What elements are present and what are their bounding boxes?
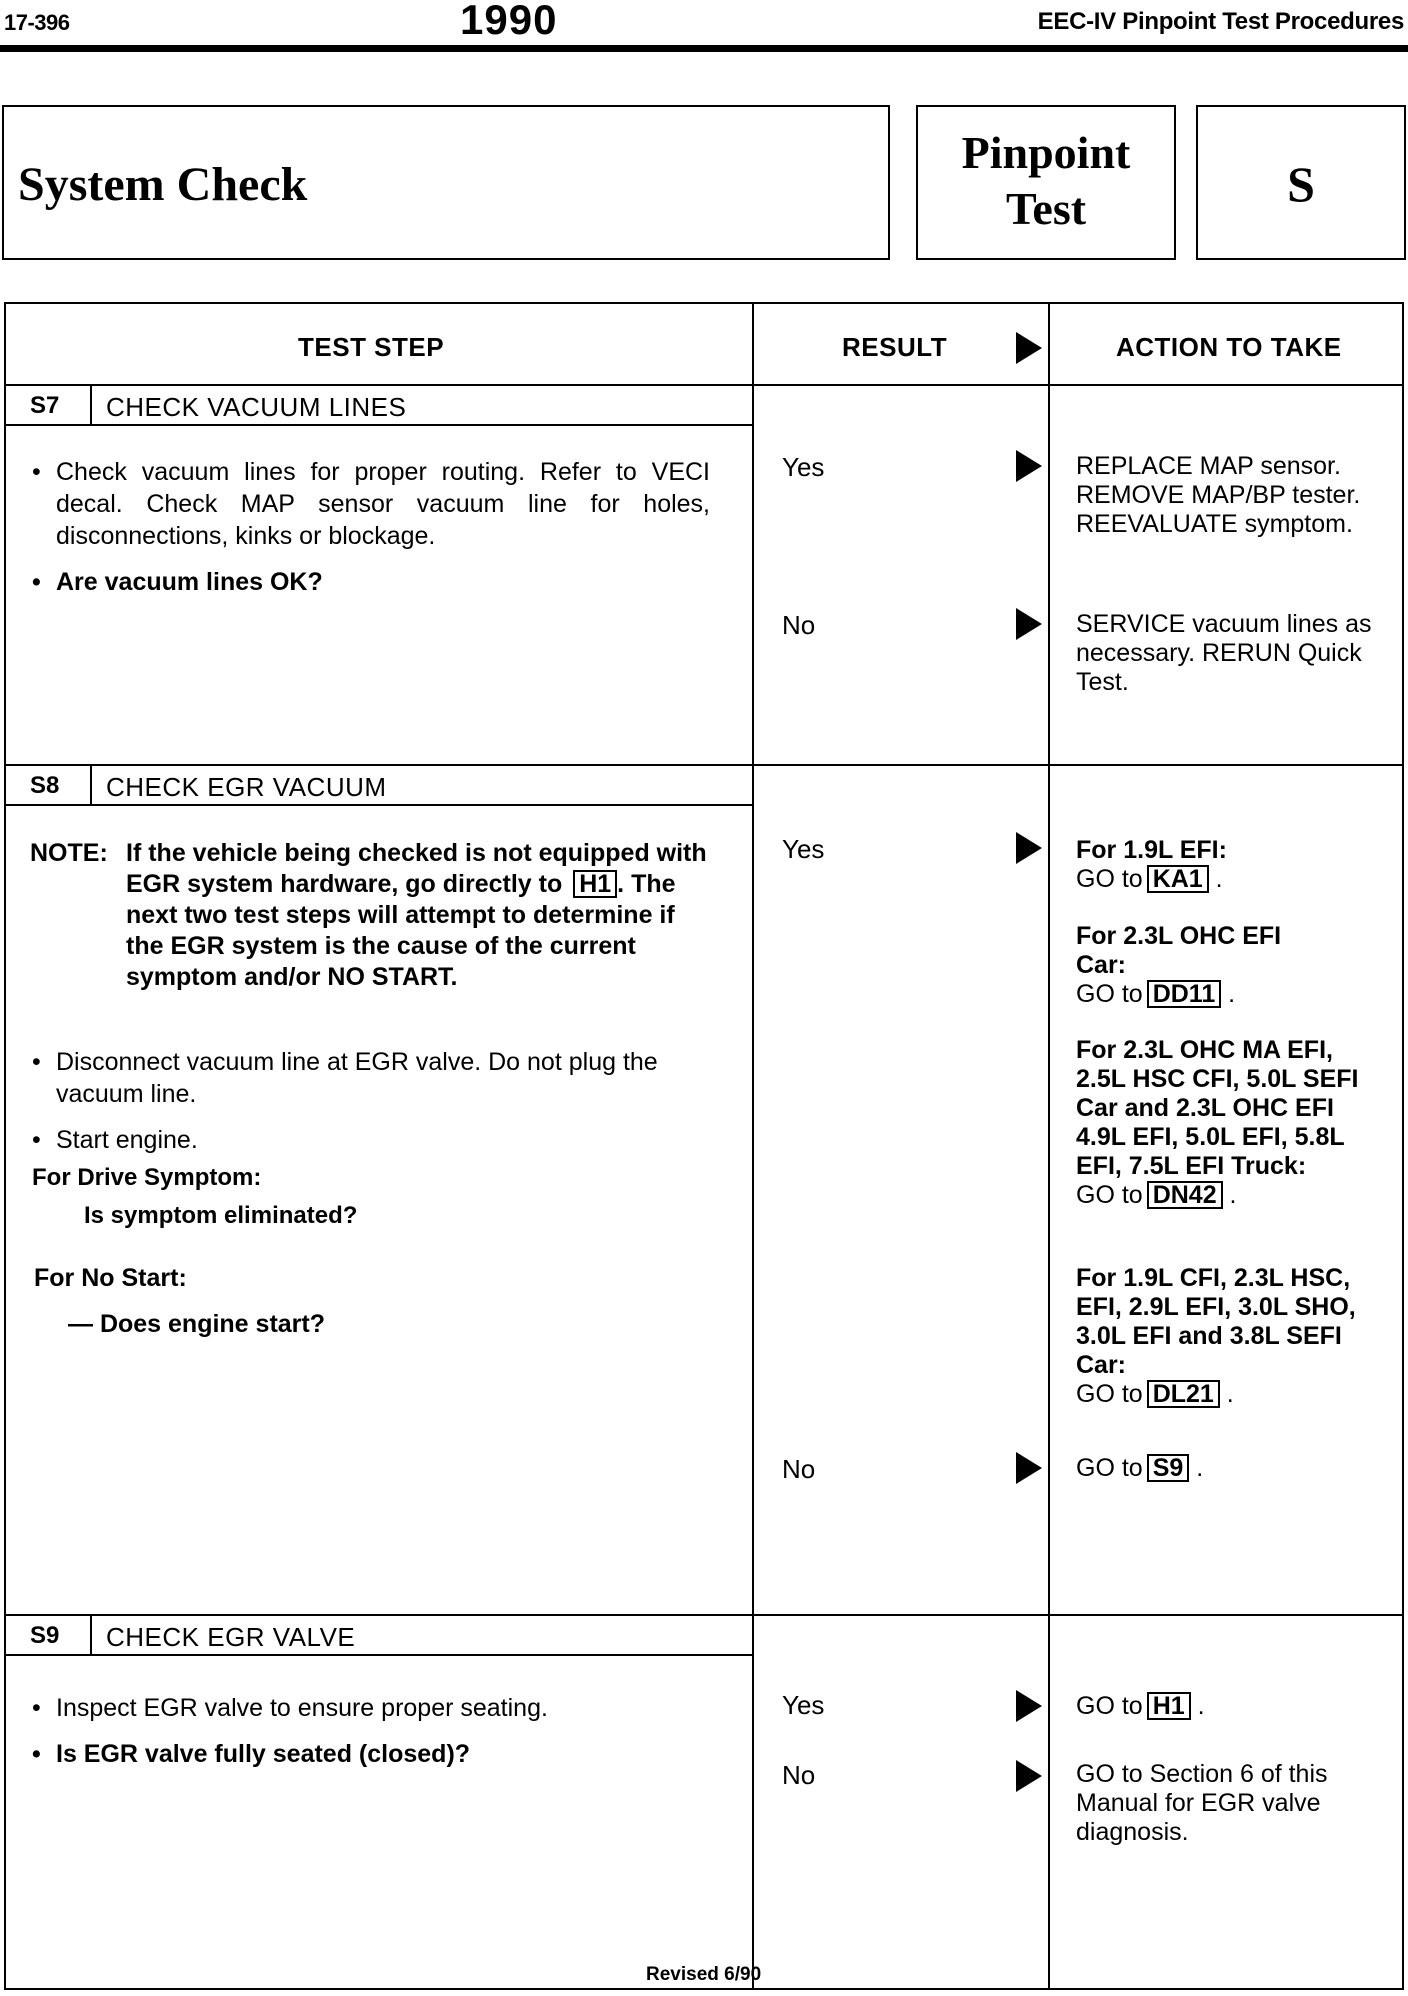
ref-box-dd11: DD11 [1147, 980, 1222, 1008]
list-item: • Inspect EGR valve to ensure proper seating. [30, 1692, 710, 1724]
condition: For 1.9L EFI: [1076, 836, 1227, 864]
ref-box-dn42: DN42 [1147, 1181, 1223, 1209]
note-block [30, 838, 710, 993]
action-block-1: For 1.9L EFI: GO to KA1 . [1076, 836, 1386, 894]
go-to: GO to [1076, 1181, 1143, 1209]
revision-footer: Revised 6/90 [646, 1964, 762, 1985]
step-header-s7 [6, 386, 752, 426]
test-type-line2: Test [1005, 183, 1087, 234]
page-number: 17-396 [4, 10, 70, 35]
arrow-icon [1016, 608, 1042, 640]
test-type-line1: Pinpoint [961, 127, 1131, 178]
action-block-2: For 2.3L OHC EFI Car: GO to DD11 . [1076, 922, 1386, 1009]
result-yes: Yes [782, 1690, 825, 1720]
list-item: • Check vacuum lines for proper routing. Refer to VECI decal. Check MAP sensor vacuum line for holes, disconnections, kinks or blockage. [30, 456, 710, 552]
section-title: EEC-IV Pinpoint Test Procedures [1037, 8, 1404, 35]
go-to: GO to [1076, 1454, 1143, 1482]
page-title: System Check [18, 158, 308, 211]
arrow-icon [1016, 1760, 1042, 1792]
go-to: GO to [1076, 1380, 1143, 1408]
go-to: GO to [1076, 865, 1143, 893]
drive-symptom-label: For Drive Symptom: [32, 1164, 262, 1191]
no-start-question: — Does engine start? [68, 1310, 325, 1338]
column-divider-2 [1048, 304, 1050, 1988]
step-title: CHECK VACUUM LINES [106, 392, 407, 422]
column-divider-1 [752, 304, 754, 1988]
list-item: • Start engine. [30, 1124, 690, 1156]
arrow-icon [1016, 1690, 1042, 1722]
condition: For 1.9L CFI, 2.3L HSC, EFI, 2.9L EFI, 3.0L SHO, 3.0L EFI and 3.8L SEFI Car: [1076, 1264, 1356, 1379]
condition: For 2.3L OHC EFI Car: [1076, 922, 1282, 979]
list-item: • Is EGR valve fully seated (closed)? [30, 1738, 710, 1770]
action-text: GO to Section 6 of this Manual for EGR valve diagnosis. [1076, 1760, 1328, 1846]
action-text: REPLACE MAP sensor. REMOVE MAP/BP tester. REEVALUATE symptom. [1076, 452, 1361, 538]
ref-box-dl21: DL21 [1147, 1380, 1220, 1408]
action-block-4: For 1.9L CFI, 2.3L HSC, EFI, 2.9L EFI, 3.0L SHO, 3.0L EFI and 3.8L SEFI Car: GO to DL21 . [1076, 1264, 1386, 1409]
action-text: GO to H1 . [1076, 1692, 1205, 1720]
result-no: No [782, 1454, 816, 1484]
drive-symptom-question: Is symptom eliminated? [84, 1202, 358, 1229]
list-item: • Disconnect vacuum line at EGR valve. Do not plug the vacuum line. [30, 1046, 690, 1110]
test-type-box [916, 105, 1176, 260]
action-text: GO to S9 . [1076, 1454, 1204, 1482]
step-id-divider [90, 386, 92, 426]
arrow-icon [1016, 832, 1042, 864]
note-text-1: If the vehicle being checked is not equipped with EGR system hardware, go directly to [126, 839, 707, 898]
no-start-label: For No Start: [34, 1264, 187, 1292]
col-header-result: RESULT [842, 332, 948, 362]
ref-box-ka1: KA1 [1147, 865, 1209, 893]
step-id-divider [90, 1616, 92, 1656]
note-label: NOTE: [30, 839, 108, 867]
action-text: SERVICE vacuum lines as necessary. RERUN Quick Test. [1076, 610, 1372, 696]
ref-box-h1: H1 [573, 870, 617, 898]
step-title: CHECK EGR VALVE [106, 1622, 356, 1652]
step-id: S8 [30, 772, 60, 799]
ref-box-s9: S9 [1147, 1454, 1190, 1482]
go-to: GO to [1076, 1692, 1143, 1720]
action-block-3: For 2.3L OHC MA EFI, 2.5L HSC CFI, 5.0L SEFI Car and 2.3L OHC EFI 4.9L EFI, 5.0L EFI, 5.8L EFI, 7.5L EFI Truck: GO to DN42 . [1076, 1036, 1386, 1210]
note-text-2: . The next two test steps will attempt to determine if the EGR system is the cause of the current symptom and/or NO START. [126, 870, 676, 991]
step-body-s8 [30, 1046, 690, 1170]
step-id: S9 [30, 1622, 60, 1649]
test-letter-box [1196, 105, 1406, 260]
header-arrow-icon [1016, 332, 1042, 364]
title-box [2, 105, 890, 260]
arrow-icon [1016, 1452, 1042, 1484]
step-id: S7 [30, 392, 60, 419]
result-yes: Yes [782, 452, 825, 482]
col-header-action: ACTION TO TAKE [1116, 332, 1342, 362]
pinpoint-table [4, 302, 1404, 1990]
step-title: CHECK EGR VACUUM [106, 772, 387, 802]
condition: For 2.3L OHC MA EFI, 2.5L HSC CFI, 5.0L SEFI Car and 2.3L OHC EFI 4.9L EFI, 5.0L EFI, 5.8L EFI, 7.5L EFI Truck: [1076, 1036, 1359, 1180]
result-yes: Yes [782, 834, 825, 864]
list-item: • Are vacuum lines OK? [30, 566, 710, 598]
arrow-icon [1016, 450, 1042, 482]
ref-box-h1: H1 [1147, 1692, 1191, 1720]
step-body-s9 [30, 1692, 710, 1784]
test-letter: S [1287, 156, 1315, 212]
step-header-s9 [6, 1616, 752, 1656]
step-body-s7 [30, 456, 710, 612]
year: 1990 [460, 0, 558, 43]
step-id-divider [90, 766, 92, 806]
header-rule [0, 45, 1408, 52]
col-header-test-step: TEST STEP [298, 332, 445, 362]
go-to: GO to [1076, 980, 1143, 1008]
result-no: No [782, 1760, 816, 1790]
result-no: No [782, 610, 816, 640]
step-header-s8 [6, 766, 752, 806]
